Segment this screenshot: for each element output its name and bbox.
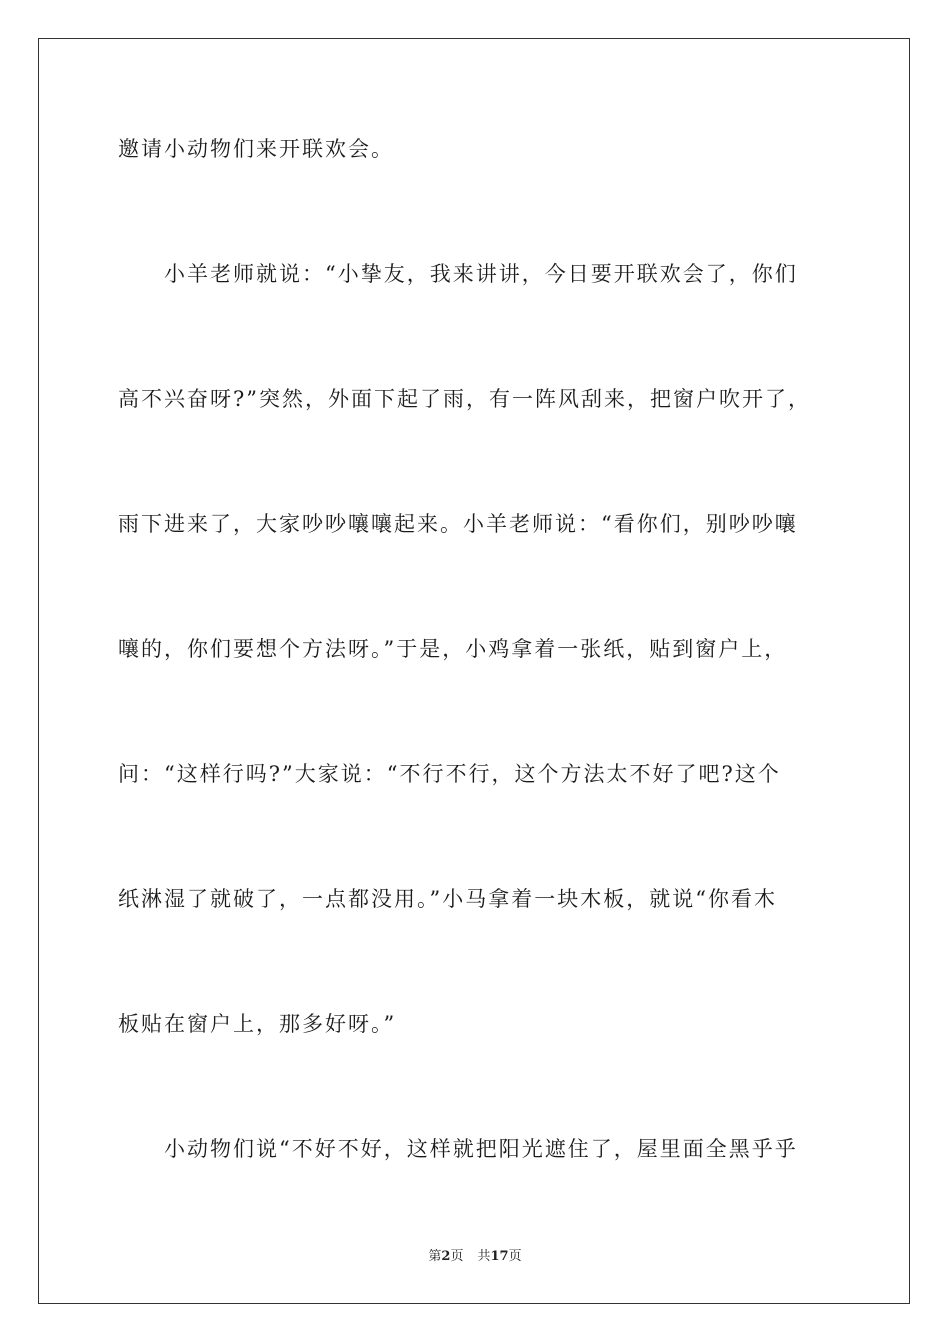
page-footer <box>0 1248 950 1266</box>
footer-page-prefix: 第 <box>428 1249 442 1264</box>
footer-total-prefix: 共 <box>477 1249 491 1264</box>
text-line: 嚷的，你们要想个方法呀。”于是，小鸡拿着一张纸，贴到窗户上， <box>118 637 788 661</box>
footer-total-pages: 17 <box>490 1249 509 1264</box>
page-border <box>38 38 910 1304</box>
text-line: 小动物们说“不好不好，这样就把阳光遮住了，屋里面全黑乎乎 <box>164 1137 798 1161</box>
text-line: 纸淋湿了就破了，一点都没用。”小马拿着一块木板，就说“你看木 <box>118 887 777 911</box>
text-line: 小羊老师就说：“小挚友，我来讲讲，今日要开联欢会了，你们 <box>164 262 798 286</box>
text-line: 高不兴奋呀?”突然，外面下起了雨，有一阵风刮来，把窗户吹开了， <box>118 387 811 411</box>
text-line: 邀请小动物们来开联欢会。 <box>118 137 394 161</box>
footer-page-number: 2 <box>441 1249 451 1264</box>
text-line: 雨下进来了，大家吵吵嚷嚷起来。小羊老师说：“看你们，别吵吵嚷 <box>118 512 798 536</box>
footer-page-suffix: 页 <box>450 1249 464 1264</box>
text-line: 板贴在窗户上，那多好呀。” <box>118 1012 397 1036</box>
text-line: 问：“这样行吗?”大家说：“不行不行，这个方法太不好了吧?这个 <box>118 762 781 786</box>
footer-total-suffix: 页 <box>508 1249 522 1264</box>
